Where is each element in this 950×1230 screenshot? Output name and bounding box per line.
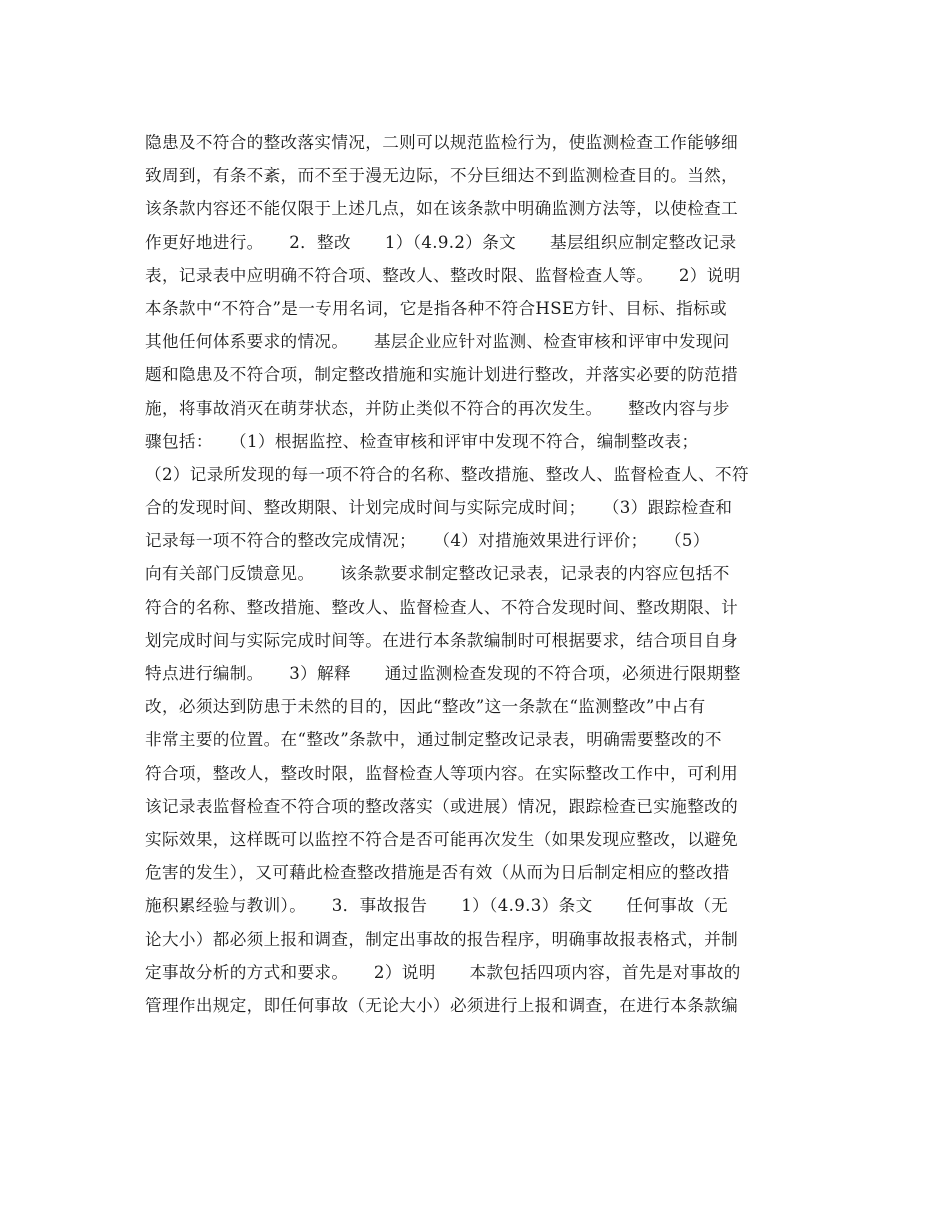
text-line: 特点进行编制。 3）解释 通过监测检查发现的不符合项，必须进行限期整: [145, 664, 741, 683]
text-line: 施积累经验与教训）。 3．事故报告 1）（4.9.3）条文 任何事故（无: [145, 896, 729, 916]
text-line: 改，必须达到防患于未然的目的，因此“整改”这一条款在“监测整改”中占有: [145, 697, 706, 717]
text-line: 危害的发生），又可藉此检查整改措施是否有效（从而为日后制定相应的整改措: [145, 863, 730, 883]
text-line: （2）记录所发现的每一项不符合的名称、整改措施、整改人、监督检查人、不符: [145, 464, 749, 484]
text-line: 作更好地进行。 2．整改 1）（4.9.2）条文 基层组织应制定整改记录: [145, 232, 737, 252]
text-line: 划完成时间与实际完成时间等。在进行本条款编制时可根据要求，结合项目自身: [145, 630, 739, 650]
text-line: 题和隐患及不符合项，制定整改措施和实施计划进行整改，并落实必要的防范措: [145, 365, 739, 385]
text-line: 非常主要的位置。在“整改”条款中，通过制定整改记录表，明确需要整改的不: [145, 730, 722, 750]
text-line: 该条款内容还不能仅限于上述几点，如在该条款中明确监测方法等，以使检查工: [145, 199, 739, 219]
text-line: 定事故分析的方式和要求。 2）说明 本款包括四项内容，首先是对事故的: [145, 962, 741, 982]
text-line: 符合项，整改人，整改时限，监督检查人等项内容。在实际整改工作中，可利用: [145, 763, 739, 783]
text-line: 实际效果，这样既可以监控不符合是否可能再次发生（如果发现应整改，以避免: [145, 829, 739, 849]
text-line: 本条款中“不符合”是一专用名词，它是指各种不符合HSE方针、目标、指标或: [145, 298, 727, 318]
text-line: 致周到，有条不紊，而不至于漫无边际，不分巨细达不到监测检查目的。当然，: [145, 166, 739, 186]
text-line: 管理作出规定，即任何事故（无论大小）必须进行上报和调查，在进行本条款编: [145, 995, 739, 1015]
text-line: 合的发现时间、整改期限、计划完成时间与实际完成时间； （3）跟踪检查和: [145, 498, 733, 518]
body-text: [145, 126, 810, 1022]
text-line: 记录每一项不符合的整改完成情况； （4）对措施效果进行评价； （5）: [145, 531, 710, 551]
text-line: 骤包括： （1）根据监控、检查审核和评审中发现不符合，编制整改表；: [145, 431, 699, 451]
text-line: 向有关部门反馈意见。 该条款要求制定整改记录表，记录表的内容应包括不: [145, 564, 730, 584]
text-line: 施，将事故消灭在萌芽状态，并防止类似不符合的再次发生。 整改内容与步: [145, 398, 730, 418]
text-line: 符合的名称、整改措施、整改人、监督检查人、不符合发现时间、整改期限、计: [145, 597, 739, 617]
text-line: 表，记录表中应明确不符合项、整改人、整改时限、监督检查人等。 2）说明: [145, 265, 741, 285]
text-line: 该记录表监督检查不符合项的整改落实（或进展）情况，跟踪检查已实施整改的: [145, 796, 739, 816]
text-line: 论大小）都必须上报和调查，制定出事故的报告程序，明确事故报表格式，并制: [145, 929, 739, 949]
text-line: 其他任何体系要求的情况。 基层企业应针对监测、检查审核和评审中发现问: [145, 332, 730, 352]
text-line: 隐患及不符合的整改落实情况，二则可以规范监检行为，使监测检查工作能够细: [145, 133, 739, 152]
